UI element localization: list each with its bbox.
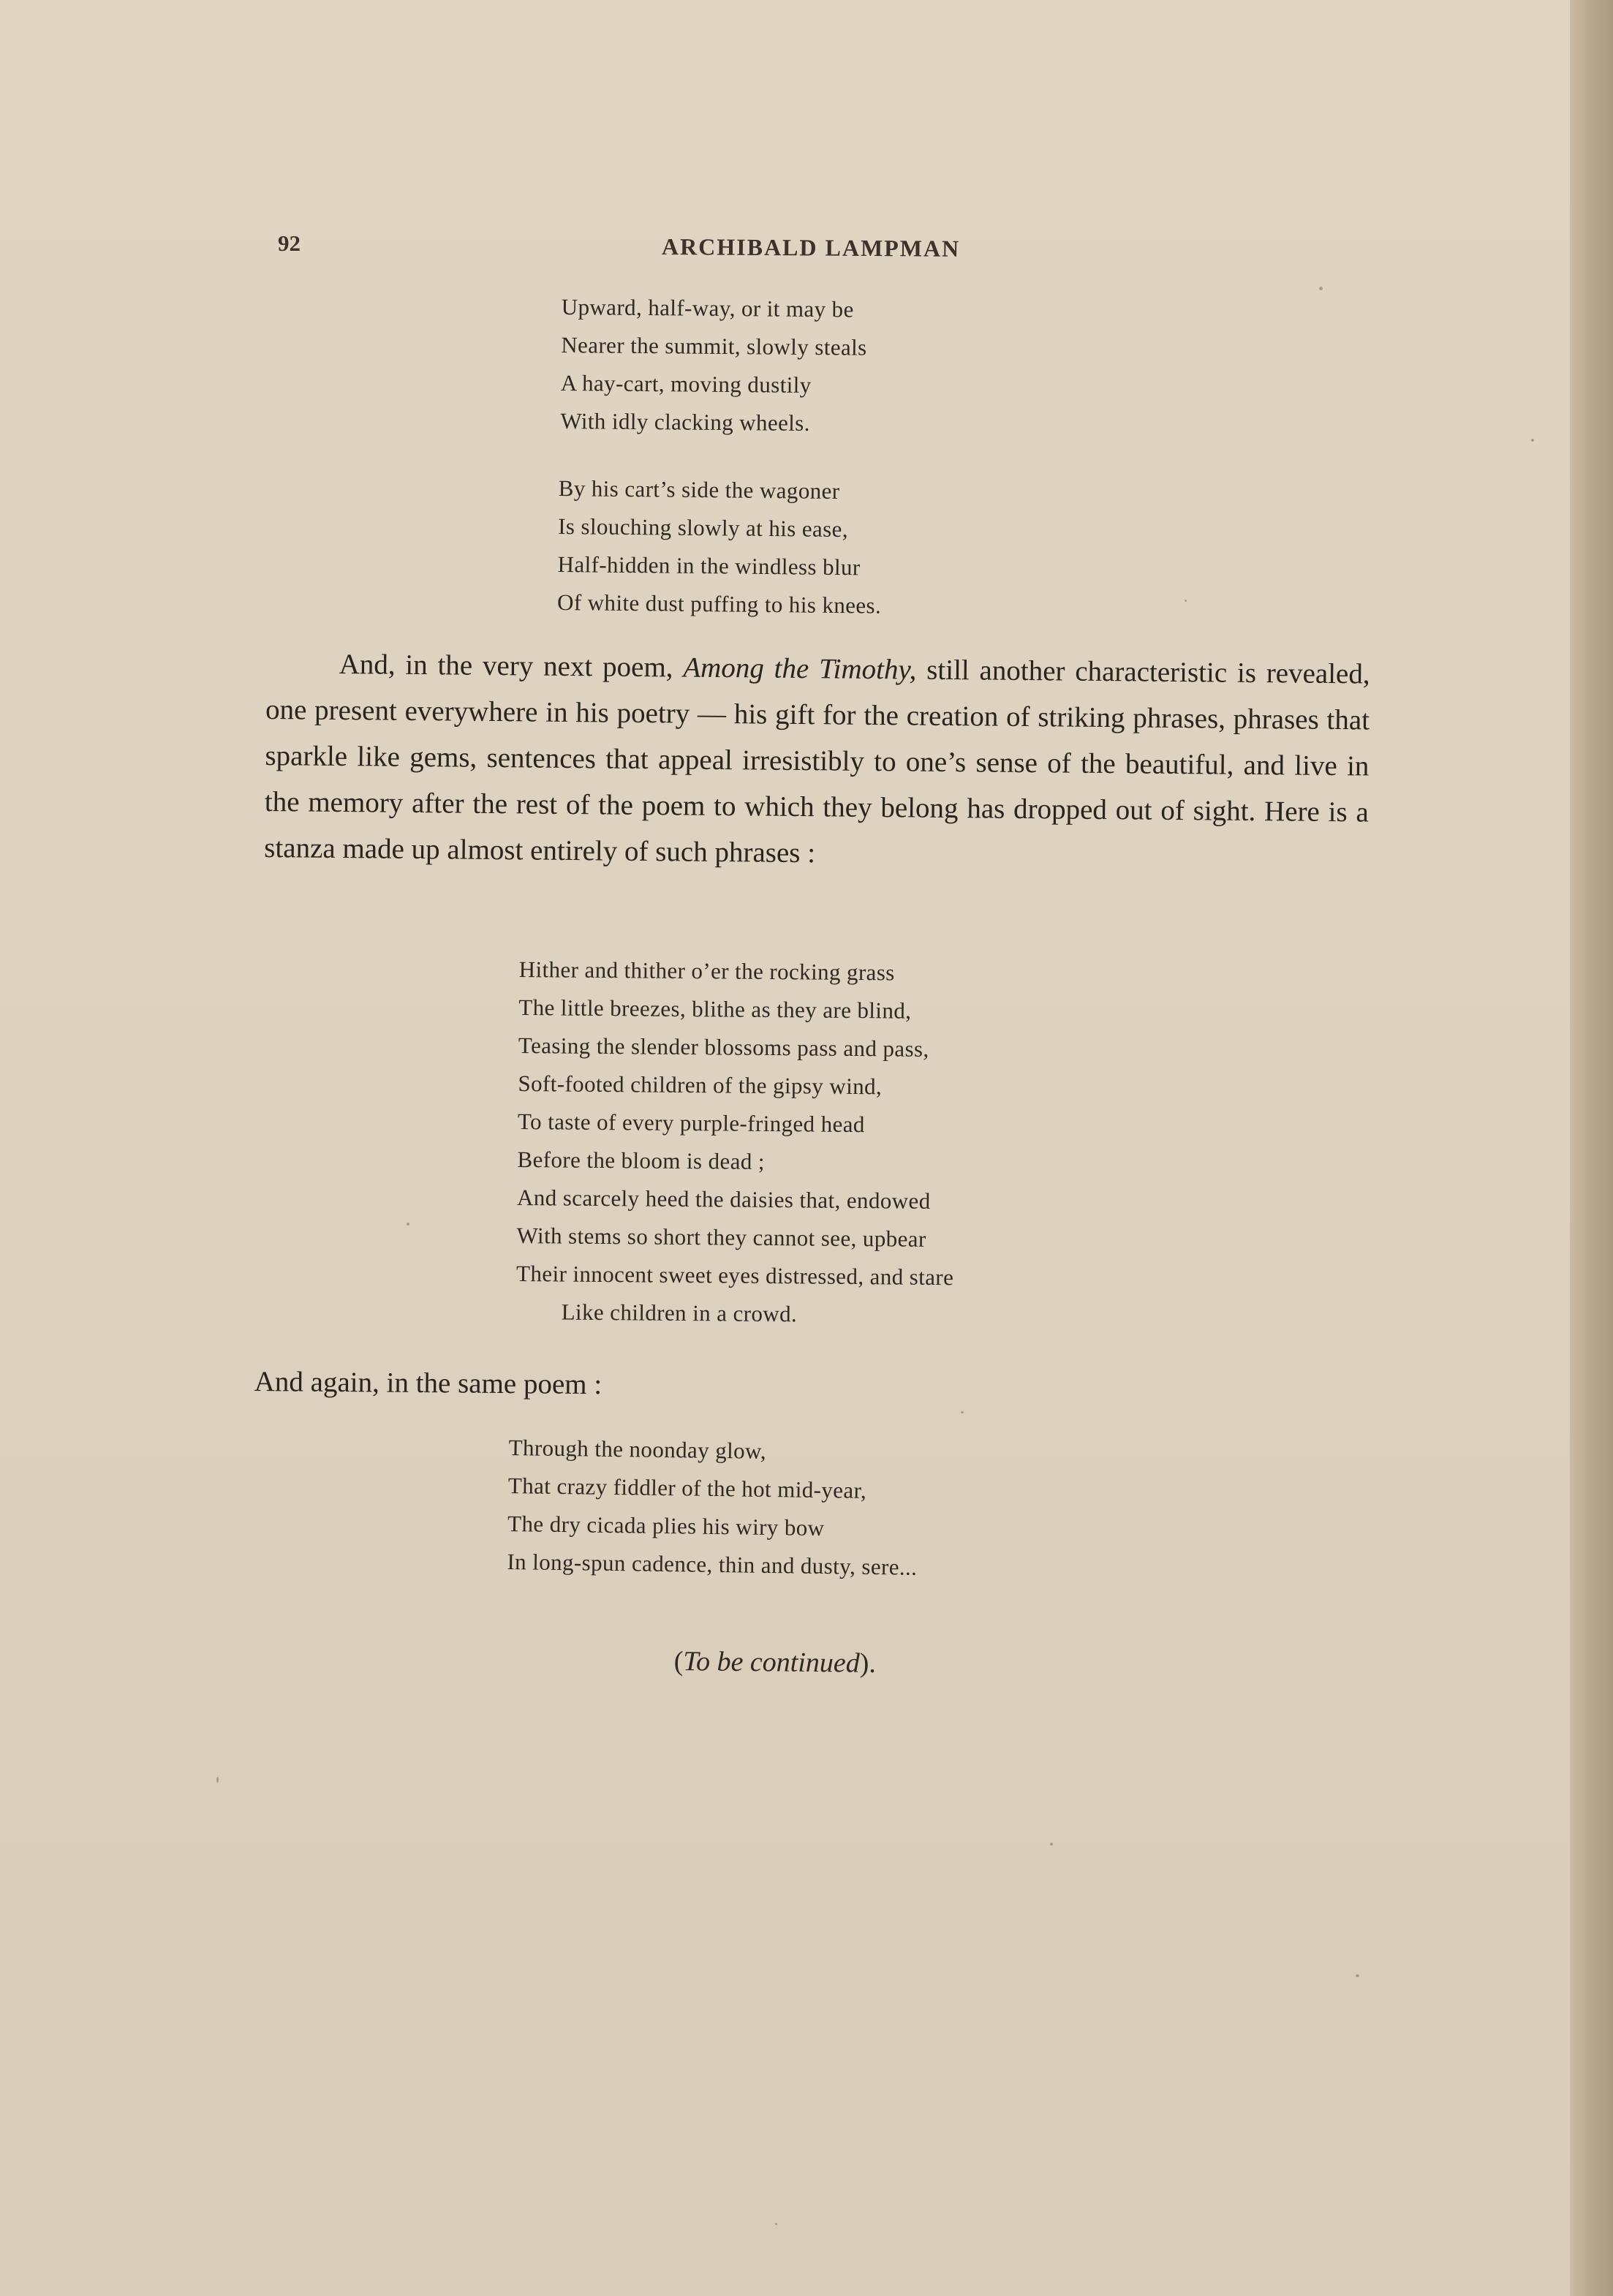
verse-stanza-2: [557, 469, 883, 625]
verse-line: Half-hidden in the windless blur: [557, 551, 861, 581]
paper-speck: [775, 2223, 777, 2225]
continued-open: (: [673, 1646, 684, 1677]
verse-line: With idly clacking wheels.: [560, 407, 811, 436]
verse-stanza-1: [560, 288, 867, 443]
verse-line: Before the bloom is dead ;: [517, 1146, 766, 1174]
body-paragraph: [264, 641, 1370, 881]
verse-line: Through the noonday glow,: [508, 1434, 767, 1464]
verse-line: The little breezes, blithe as they are blind,: [518, 994, 912, 1024]
verse-line: Upward, half-way, or it may be: [561, 293, 854, 322]
verse-line: That crazy fiddler of the hot mid-year,: [507, 1472, 867, 1503]
verse-stanza-3: [515, 951, 956, 1334]
continued-text: To be continued: [683, 1646, 860, 1679]
paper-speck: [1356, 1974, 1359, 1977]
paper-speck: [1531, 439, 1534, 442]
page-edge: [1572, 0, 1613, 2296]
verse-line: Soft-footed children of the gipsy wind,: [518, 1070, 883, 1100]
poem-title: Among the Timothy,: [683, 652, 917, 686]
verse-line: Is slouching slowly at his ease,: [558, 513, 849, 543]
verse-line: A hay-cart, moving dustily: [560, 369, 812, 398]
verse-line: The dry cicada plies his wiry bow: [507, 1510, 825, 1541]
continued-note: [674, 1645, 877, 1680]
verse-line: Their innocent sweet eyes distressed, and stare: [515, 1260, 954, 1291]
paper-speck: [1185, 600, 1187, 602]
verse-line: Teasing the slender blossoms pass and pass,: [518, 1032, 929, 1062]
running-head: [0, 230, 1316, 267]
transition-sentence: And again, in the same poem :: [254, 1365, 602, 1401]
continued-close: ).: [859, 1647, 877, 1679]
verse-line: To taste of every purple-fringed head: [517, 1108, 865, 1138]
paper-speck: [407, 1223, 409, 1226]
verse-line: Like children in a crowd.: [561, 1299, 798, 1327]
paper-speck: [216, 1777, 219, 1783]
paragraph-text: [264, 641, 1370, 881]
verse-line: By his cart’s side the wagoner: [558, 475, 840, 505]
running-head-title: ARCHIBALD LAMPMAN: [661, 233, 961, 262]
verse-stanza-4: [507, 1429, 919, 1587]
paragraph-lead: And, in the very next poem,: [339, 648, 684, 684]
verse-line: Of white dust puffing to his knees.: [556, 589, 882, 619]
paragraph-rest: still another characteristic is revealed, one present everywhere in his poetry — his gift for the creation of striking phrases, phrases that sparkle like gems, sentences that appeal irresistibly to one’s sense of the beautiful, and live in the memory after the rest of the poem to which they belong has dropped out of sight. Here is a stanza made up almost entirely of such phrases :: [264, 654, 1370, 869]
verse-line: Hither and thither o’er the rocking grass: [518, 956, 895, 986]
verse-line: Nearer the summit, slowly steals: [561, 331, 867, 360]
paper-speck: [1050, 1843, 1053, 1846]
verse-line: With stems so short they cannot see, upbear: [516, 1222, 926, 1252]
paper-speck: [961, 1411, 964, 1413]
verse-line: And scarcely heed the daisies that, endowed: [516, 1184, 931, 1214]
paper-speck: [1319, 287, 1323, 290]
verse-line: In long-spun cadence, thin and dusty, sere...: [507, 1548, 918, 1580]
page-number: 92: [278, 230, 301, 256]
